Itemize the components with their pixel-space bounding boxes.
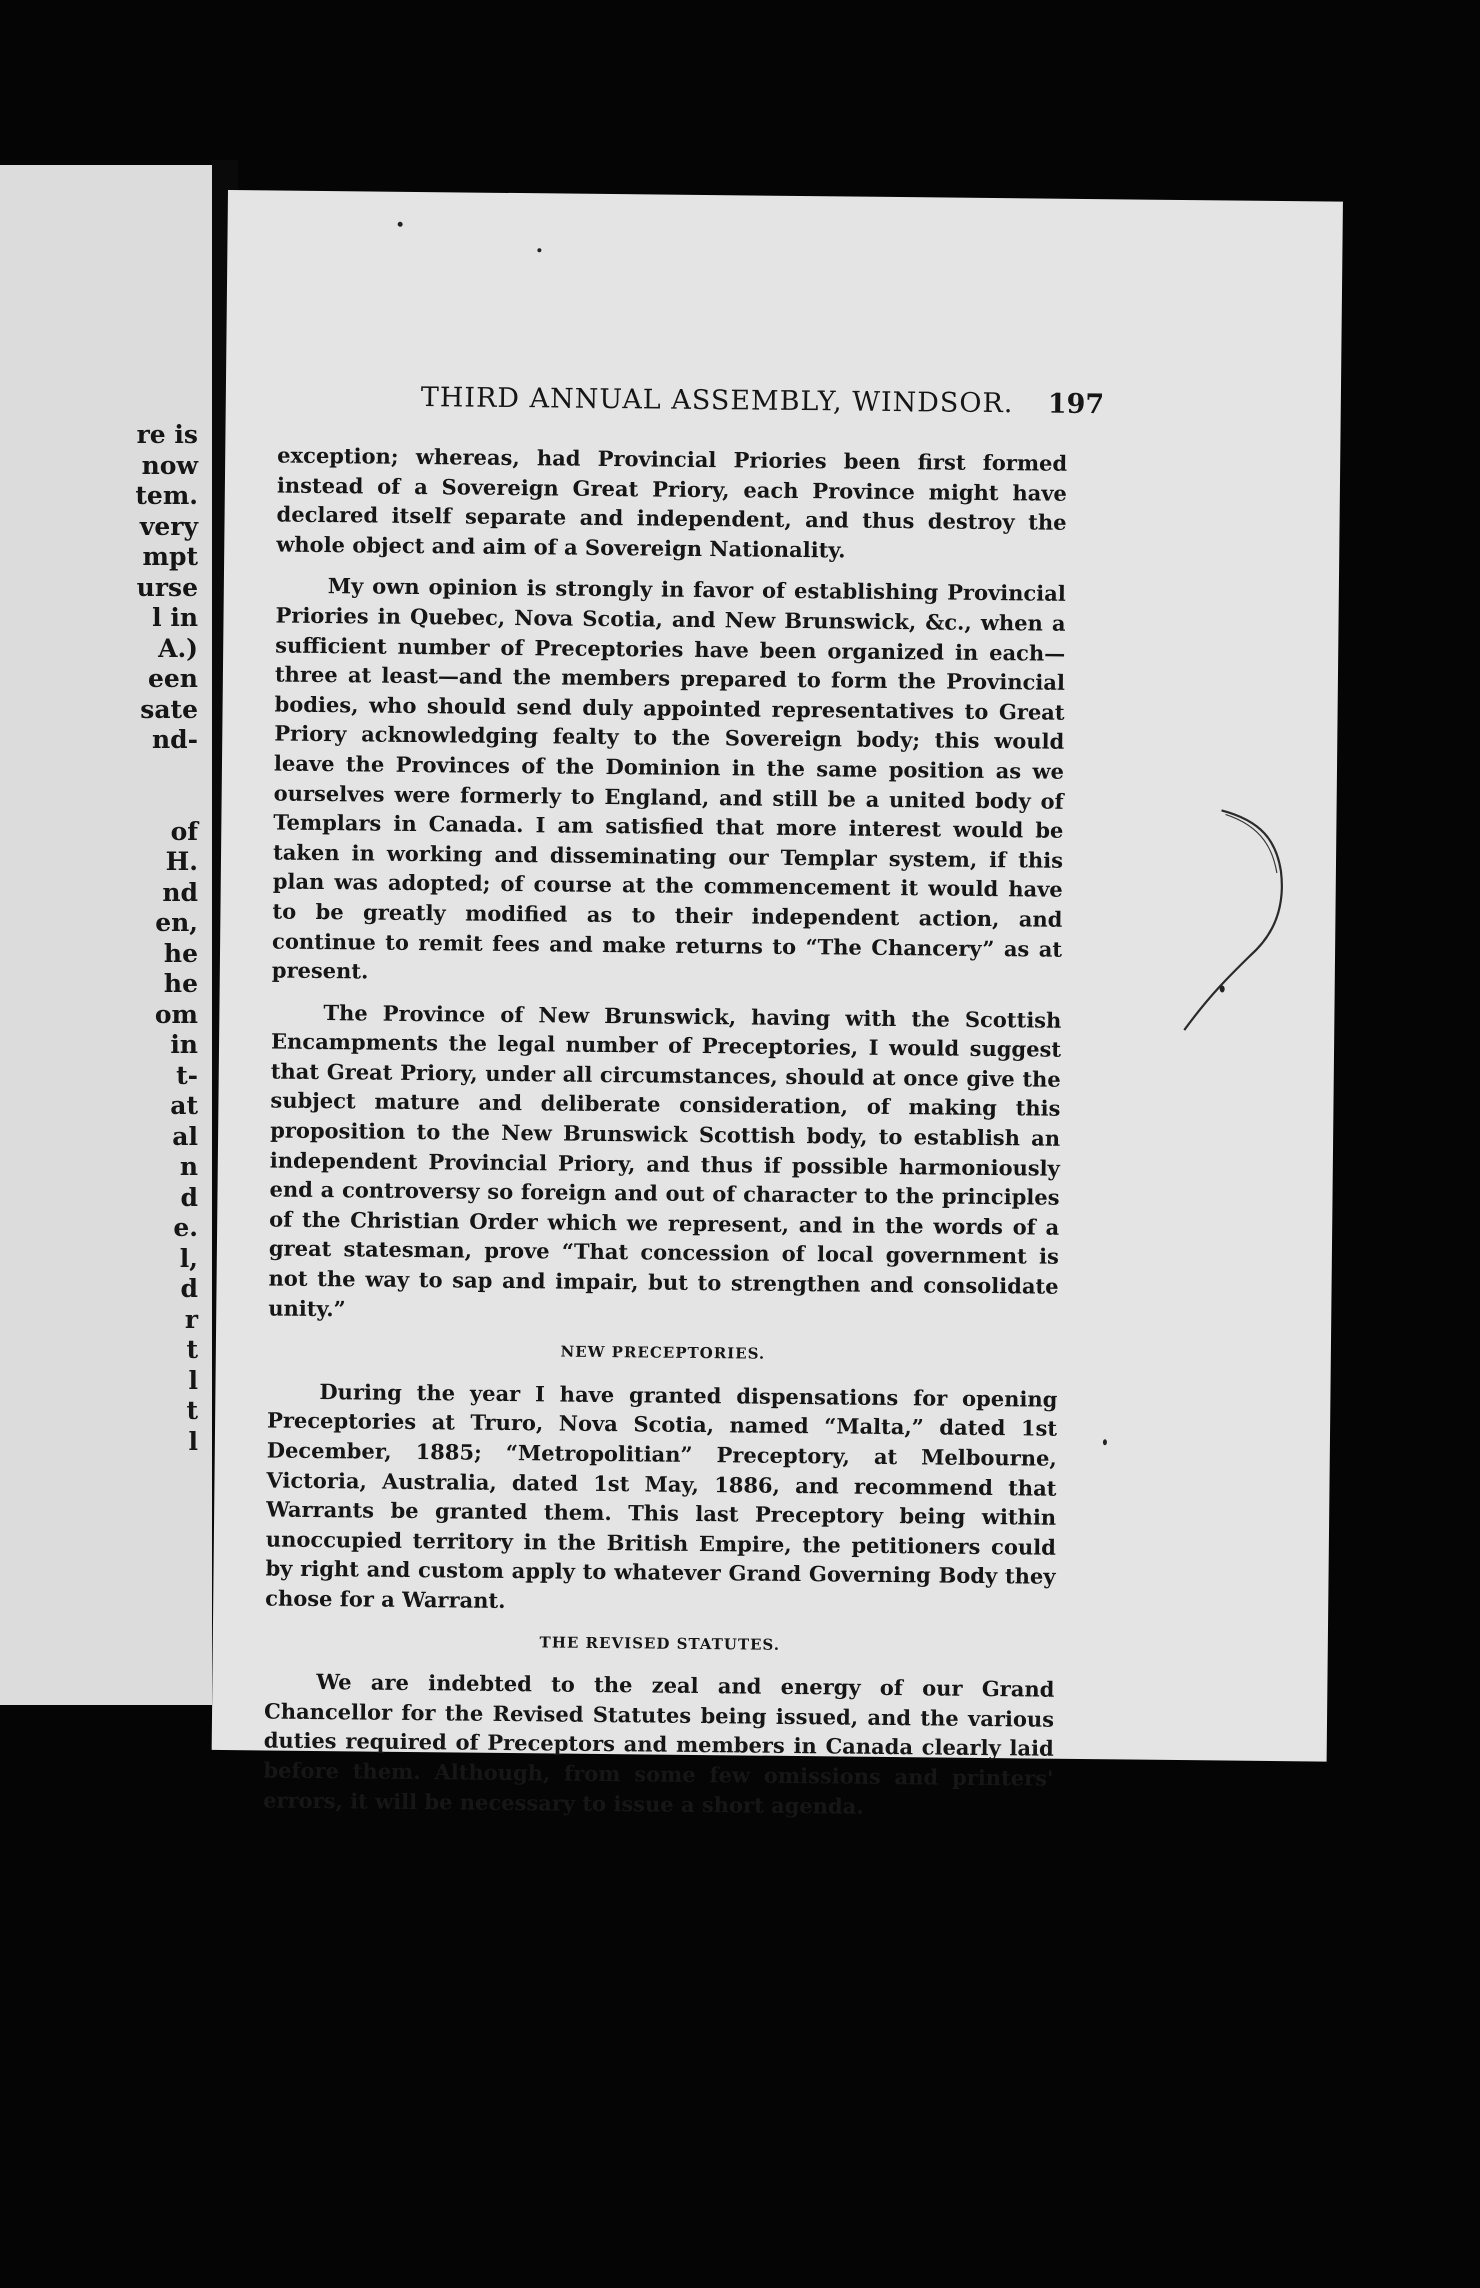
previous-page-fragment: sate — [140, 694, 198, 724]
previous-page-fragment: he — [163, 969, 198, 998]
section-heading-revised-statutes: THE REVISED STATUTES. — [539, 1632, 781, 1654]
previous-page-fragment: nd- — [151, 725, 198, 754]
previous-page-fragment: e. — [173, 1213, 198, 1242]
previous-page-fragment: re is — [136, 420, 198, 449]
paragraph-provincial-priories: My own opinion is strongly in favor of establishing Provincial Priories in Quebec, Nova Scotia, and New Brunswick, &c., when a sufficient number of Preceptories have been organized in each—three at least—and the members prepared to form the Provincial bodies, who should send duly appointed representatives to Great Priory acknowledging fealty to the Sovereign body; this would leave the Provinces of the Dominion in the same position as we ourselves were formerly to England, and still be a united body of Templars in Canada. I am satisfied that more interest would be taken in working and disseminating our Templar system, if this plan was adopted; of course at the commencement it would have to be greatly modified as to their independent action, and continue to remit fees and make returns to “The Chancery” as at present. — [271, 573, 1066, 984]
fragment-gap — [135, 756, 198, 817]
paragraph-new-brunswick: The Province of New Brunswick, having with the Scottish Encampments the legal number of Preceptories, I would suggest that Great Priory, under all circumstances, should at once give the subject mature and deliberate consideration, of making this proposition to the New Brunswick Scottish body, to establish an independent Provincial Priory, and thus if possible harmoniously end a controversy so foreign and out of character to the principles of the Christian Order which we represent, and in the words of a great statesman, prove “That concession of local government is not the way to sap and impair, but to strengthen and consolidate unity.” — [268, 999, 1062, 1321]
previous-page-fragment: d — [180, 1182, 198, 1212]
previous-page-fragment: l, — [179, 1243, 198, 1273]
book-page — [212, 190, 1343, 1819]
previous-page-fragment: l — [188, 1365, 198, 1395]
previous-page-fragment: al — [172, 1121, 198, 1151]
previous-page-fragment: r — [184, 1304, 198, 1334]
dust-speck — [1103, 1439, 1107, 1445]
previous-page-fragment: t — [186, 1335, 198, 1364]
page-body-text — [263, 441, 1067, 1823]
previous-page-fragment: om — [154, 999, 198, 1029]
previous-page-fragment: he — [163, 938, 198, 968]
previous-page-fragment: at — [170, 1091, 198, 1120]
previous-page-fragment: very — [139, 511, 198, 541]
paragraph-continuation: exception; whereas, had Provincial Priories been first formed instead of a Sovereign Great Priory, each Province might have declared itself separate and independent, and thus destroy the whole object and aim of a Sovereign Nationality. — [276, 442, 1068, 563]
previous-page-fragment: een — [148, 664, 198, 693]
previous-page-fragment: mpt — [142, 542, 198, 571]
dust-speck — [398, 222, 403, 227]
previous-page-fragment: A.) — [158, 633, 198, 663]
previous-page-text-fragments — [135, 420, 198, 1457]
section-heading-new-preceptories: NEW PRECEPTORIES. — [560, 1342, 766, 1363]
previous-page-fragment: in — [170, 1030, 198, 1059]
dust-speck — [537, 248, 541, 252]
previous-page-fragment: of — [170, 816, 198, 846]
handwritten-pen-mark — [1178, 790, 1381, 1112]
previous-page-fragment: en, — [155, 908, 198, 937]
previous-page-fragment: urse — [136, 572, 198, 602]
previous-page-fragment: d — [180, 1274, 198, 1303]
previous-page-fragment: l in — [152, 603, 198, 632]
running-header: THIRD ANNUAL ASSEMBLY, WINDSOR. — [420, 382, 1014, 420]
previous-page-fragment: t — [186, 1396, 198, 1425]
previous-page-fragment: nd — [162, 877, 198, 907]
previous-page-fragment: l — [188, 1426, 198, 1456]
paragraph-new-preceptories: During the year I have granted dispensations for opening Preceptories at Truro, Nova Scotia, named “Malta,” dated 1st December, 1885; “Metropolitian” Preceptory, at Melbourne, Victoria, Australia, dated 1st May, 1886, and recommend that Warrants be granted them. This last Preceptory being within unoccupied territory in the British Empire, the petitioners could by right and custom apply to whatever Grand Governing Body they chose for a Warrant. — [265, 1378, 1058, 1613]
paragraph-revised-statutes: We are indebted to the zeal and energy of our Grand Chancellor for the Revised Statutes being issued, and the various duties required of Preceptors and members in Canada clearly laid before them. Although, from some few omissions and printers' errors, it will be necessary to issue a short agenda. — [263, 1669, 1055, 1819]
previous-page-fragment: now — [141, 450, 198, 480]
previous-page-fragment: H. — [165, 847, 198, 876]
previous-page-fragment: n — [179, 1152, 198, 1181]
previous-page-edge — [0, 165, 212, 1705]
dust-speck — [1220, 985, 1225, 992]
page-number: 197 — [1047, 388, 1105, 421]
previous-page-fragment: t- — [176, 1060, 198, 1090]
previous-page-fragment: tem. — [135, 481, 198, 510]
